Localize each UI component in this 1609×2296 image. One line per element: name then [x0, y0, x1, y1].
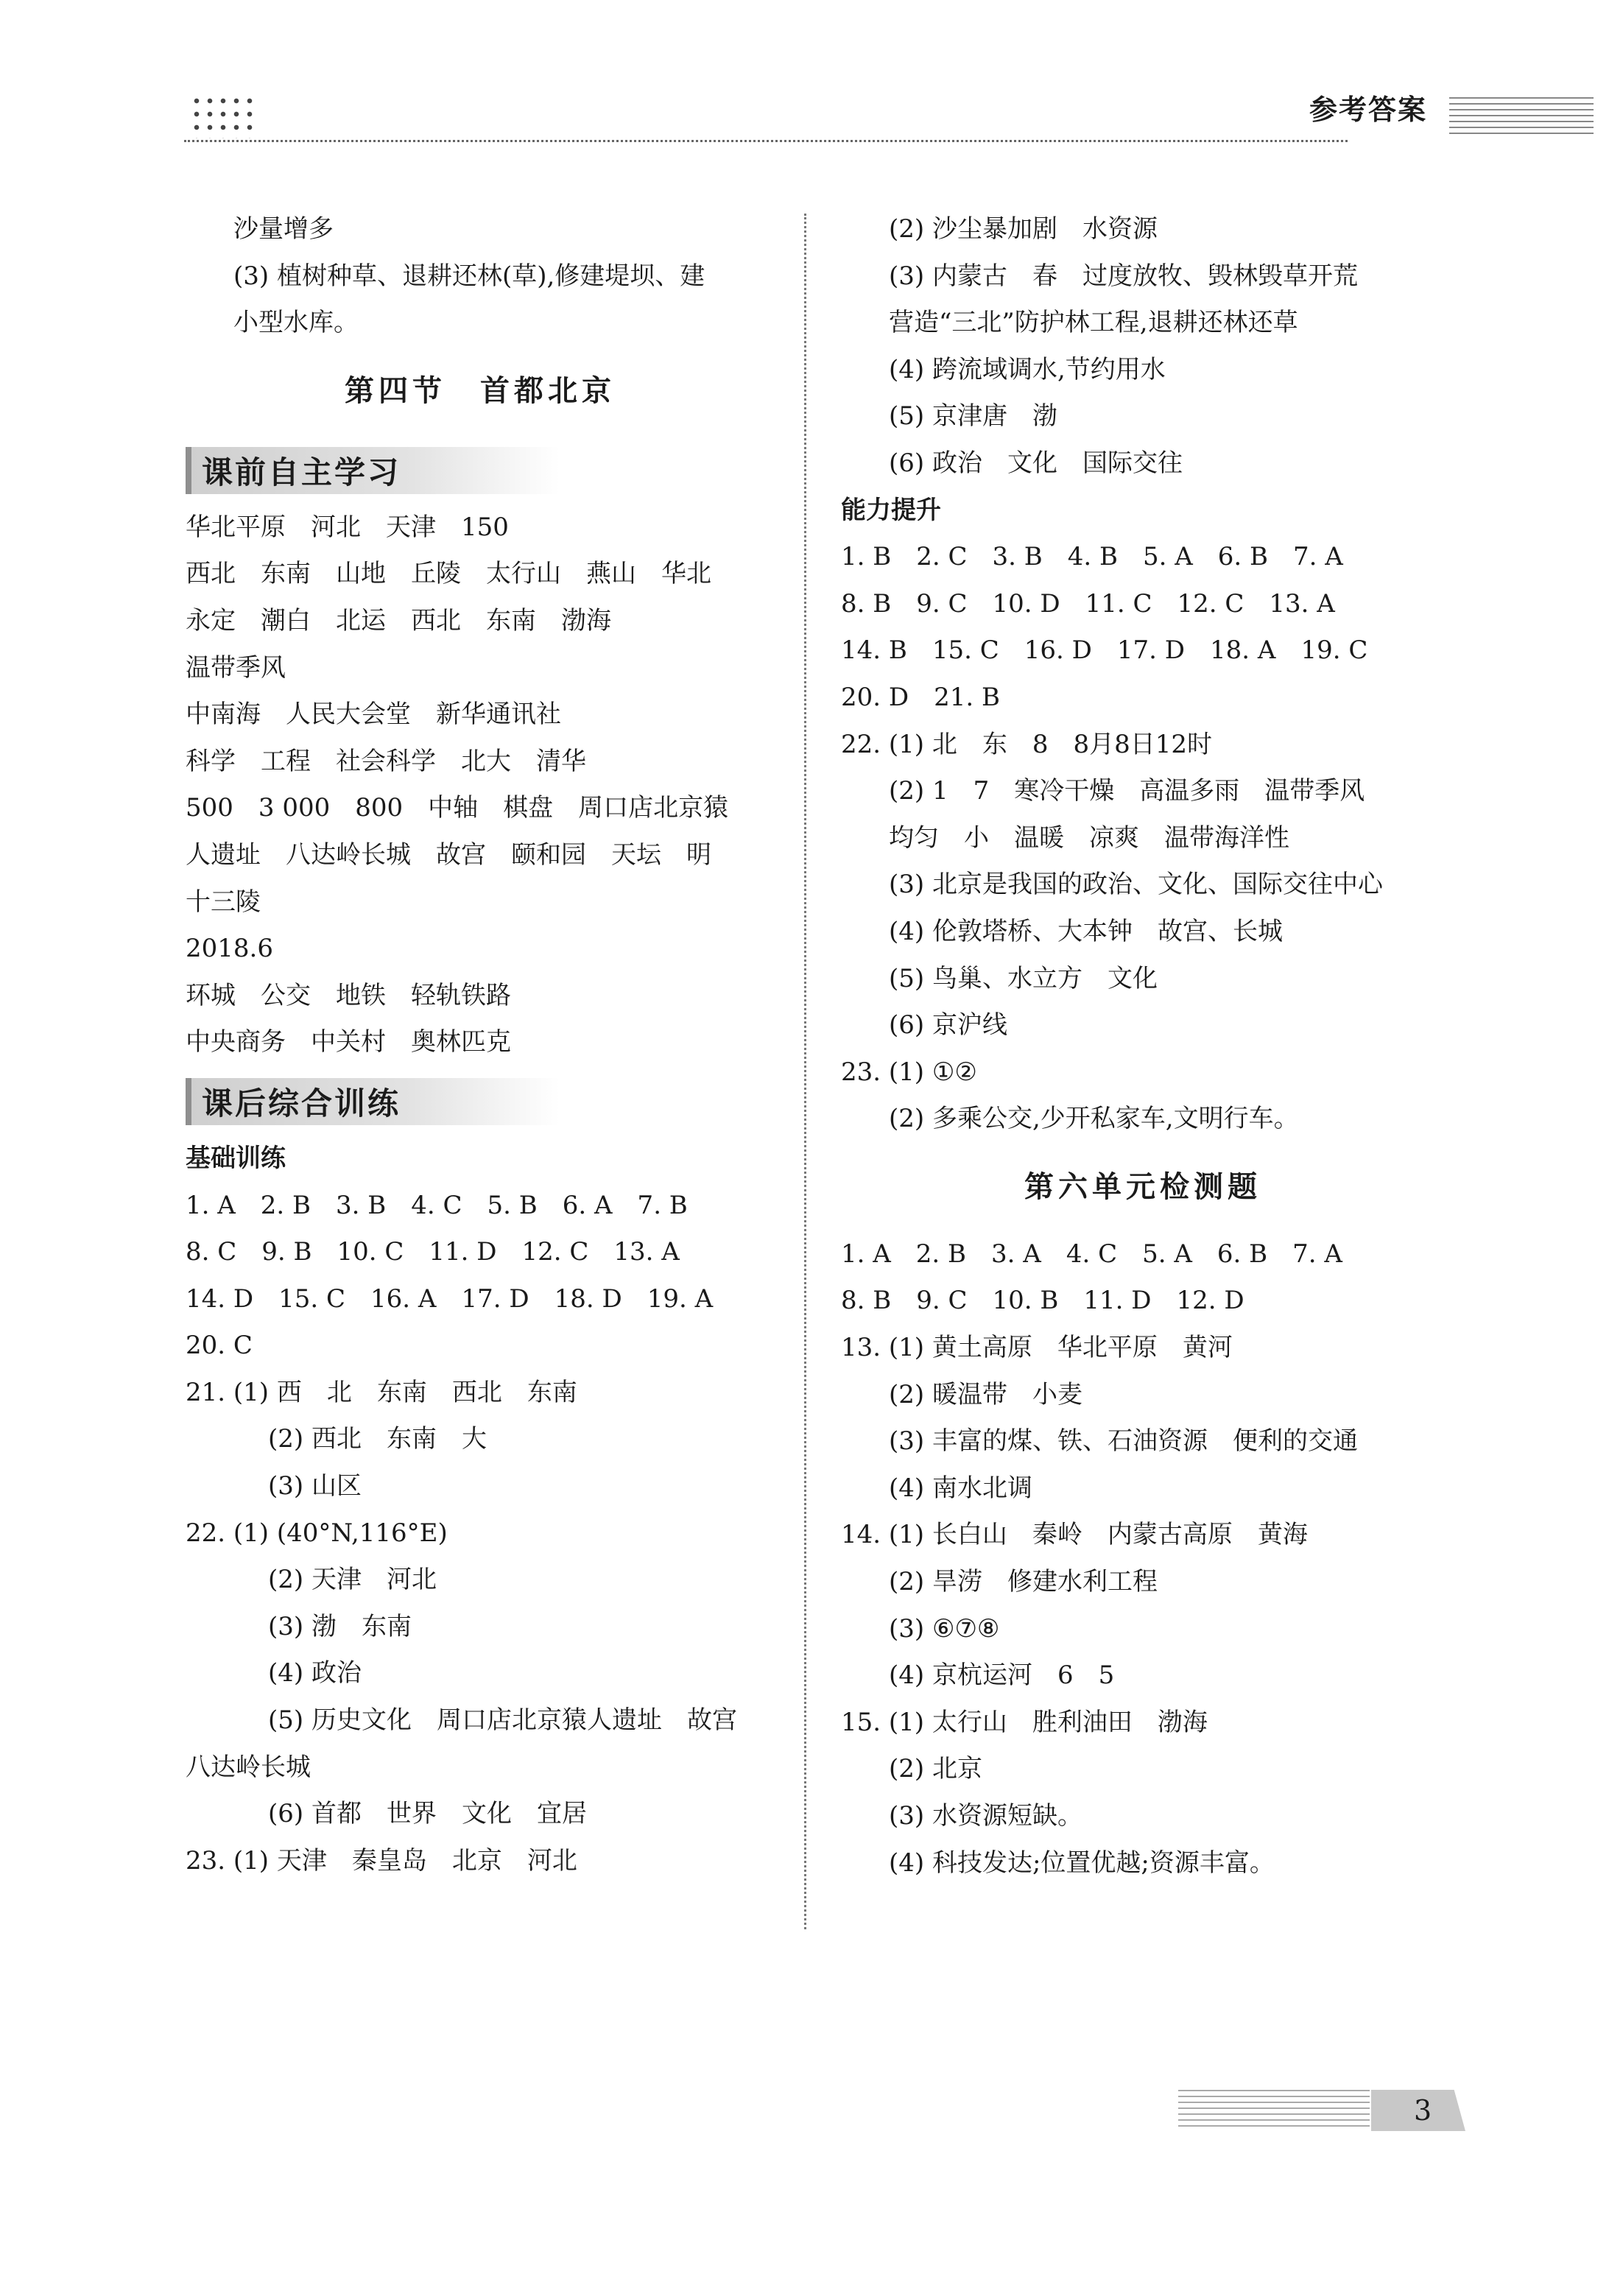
- section-banner-post-training: [186, 1078, 560, 1125]
- left-column: [186, 206, 775, 1884]
- text-line: (4) 南水北调: [889, 1473, 1032, 1503]
- continued-answers: [841, 206, 1445, 487]
- text-line: 13. (1) 黄土高原 华北平原 黄河: [841, 1333, 1233, 1363]
- text-line: (3) 北京是我国的政治、文化、国际交往中心: [889, 870, 1383, 900]
- text-line: 2018.6: [186, 934, 273, 964]
- text-line: 科学 工程 社会科学 北大 清华: [186, 746, 586, 776]
- text-line: 小型水库。: [233, 308, 359, 338]
- text-line: 8. B 9. C 10. B 11. D 12. D: [841, 1286, 1244, 1316]
- text-line: (5) 京津唐 渤: [889, 401, 1057, 432]
- header-dot-grid-decoration: [190, 94, 256, 138]
- text-line: 22. (1) (40°N,116°E): [186, 1518, 448, 1548]
- text-line: 14. D 15. C 16. A 17. D 18. D 19. A: [186, 1283, 714, 1314]
- text-line: (4) 伦敦塔桥、大本钟 故宫、长城: [889, 916, 1283, 946]
- right-column: [841, 206, 1445, 1887]
- text-line: 14. B 15. C 16. D 17. D 18. A 19. C: [841, 635, 1368, 666]
- text-line: (6) 政治 文化 国际交往: [889, 448, 1183, 478]
- subsection-title-basic: 基础训练: [186, 1143, 286, 1173]
- footer-lines-decoration: [1178, 2090, 1370, 2131]
- unit-test-title: 第六单元检测题: [1024, 1169, 1261, 1204]
- text-line: 环城 公交 地铁 轻轨铁路: [186, 980, 511, 1010]
- text-line: 西北 东南 山地 丘陵 太行山 燕山 华北: [186, 559, 711, 589]
- text-line: 8. C 9. B 10. C 11. D 12. C 13. A: [186, 1237, 680, 1267]
- banner-label: 课后综合训练: [202, 1085, 401, 1121]
- text-line: (6) 京沪线: [889, 1010, 1007, 1040]
- header-rule: [184, 140, 1348, 142]
- text-line: (2) 1 7 寒冷干燥 高温多雨 温带季风: [889, 776, 1365, 806]
- text-line: 永定 潮白 北运 西北 东南 渤海: [186, 605, 611, 635]
- section-banner-pre-study: [186, 447, 560, 494]
- text-line: (5) 历史文化 周口店北京猿人遗址 故宫: [268, 1705, 737, 1736]
- text-line: (4) 科技发达;位置优越;资源丰富。: [889, 1848, 1275, 1878]
- text-line: 沙量增多: [233, 214, 334, 244]
- header-lines-decoration: [1449, 97, 1594, 138]
- text-line: 22. (1) 北 东 8 8月8日12时: [841, 729, 1213, 759]
- text-line: 1. A 2. B 3. B 4. C 5. B 6. A 7. B: [186, 1190, 688, 1220]
- text-line: (2) 天津 河北: [268, 1565, 437, 1595]
- text-line: 15. (1) 太行山 胜利油田 渤海: [841, 1707, 1208, 1737]
- text-line: 十三陵: [186, 887, 261, 917]
- text-line: (2) 暖温带 小麦: [889, 1379, 1082, 1409]
- text-line: (2) 旱涝 修建水利工程: [889, 1567, 1158, 1597]
- text-line: (4) 政治: [268, 1658, 362, 1688]
- text-line: (2) 沙尘暴加剧 水资源: [889, 214, 1158, 244]
- text-line: 14. (1) 长白山 秦岭 内蒙古高原 黄海: [841, 1520, 1308, 1550]
- text-line: 中央商务 中关村 奥林匹克: [186, 1027, 511, 1057]
- text-line: (4) 跨流域调水,节约用水: [889, 354, 1166, 384]
- text-line: 23. (1) 天津 秦皇岛 北京 河北: [186, 1845, 577, 1876]
- text-line: (5) 鸟巢、水立方 文化: [889, 963, 1158, 993]
- text-line: (3) 水资源短缺。: [889, 1801, 1082, 1831]
- text-line: 21. (1) 西 北 东南 西北 东南: [186, 1377, 577, 1407]
- text-line: (3) 渤 东南: [268, 1611, 412, 1641]
- text-line: 中南海 人民大会堂 新华通讯社: [186, 700, 561, 730]
- text-line: (3) 内蒙古 春 过度放牧、毁林毁草开荒: [889, 261, 1358, 291]
- text-line: 1. A 2. B 3. A 4. C 5. A 6. B 7. A: [841, 1239, 1342, 1269]
- text-line: 8. B 9. C 10. D 11. C 12. C 13. A: [841, 588, 1335, 619]
- text-line: 23. (1) ①②: [841, 1057, 977, 1087]
- text-line: (3) 植树种草、退耕还林(草),修建堤坝、建: [233, 261, 705, 291]
- text-line: 均匀 小 温暖 凉爽 温带海洋性: [889, 823, 1289, 853]
- text-line: 20. C: [186, 1331, 253, 1361]
- text-line: (2) 北京: [889, 1754, 982, 1784]
- banner-label: 课前自主学习: [202, 454, 401, 490]
- page-number: 3: [1414, 2094, 1432, 2127]
- pre-study-answers: [186, 504, 775, 1066]
- text-line: (4) 京杭运河 6 5: [889, 1661, 1115, 1691]
- text-line: 华北平原 河北 天津 150: [186, 512, 509, 542]
- basic-training-answers: [186, 1183, 775, 1885]
- text-line: 人遗址 八达岭长城 故宫 颐和园 天坛 明: [186, 839, 711, 870]
- text-line: (2) 多乘公交,少开私家车,文明行车。: [889, 1104, 1299, 1134]
- column-divider: [804, 214, 806, 1929]
- text-line: (3) 山区: [268, 1471, 362, 1501]
- text-line: (6) 首都 世界 文化 宜居: [268, 1799, 587, 1829]
- text-line: 500 3 000 800 中轴 棋盘 周口店北京猿: [186, 793, 729, 823]
- text-line: (2) 西北 东南 大: [268, 1424, 487, 1454]
- text-line: (3) 丰富的煤、铁、石油资源 便利的交通: [889, 1426, 1358, 1457]
- ability-answers: [841, 534, 1445, 1143]
- text-line: 温带季风: [186, 652, 286, 683]
- header-title: 参考答案: [1309, 94, 1428, 126]
- unit-test-answers: [841, 1231, 1445, 1887]
- subsection-title-ability: 能力提升: [841, 495, 941, 525]
- text-line: 八达岭长城: [186, 1752, 311, 1782]
- text-line: 20. D 21. B: [841, 682, 1001, 712]
- section-title: 第四节 首都北京: [345, 373, 616, 408]
- text-line: 1. B 2. C 3. B 4. B 5. A 6. B 7. A: [841, 542, 1343, 572]
- text-line: 营造“三北”防护林工程,退耕还林还草: [889, 308, 1298, 338]
- text-line: (3) ⑥⑦⑧: [889, 1613, 1000, 1644]
